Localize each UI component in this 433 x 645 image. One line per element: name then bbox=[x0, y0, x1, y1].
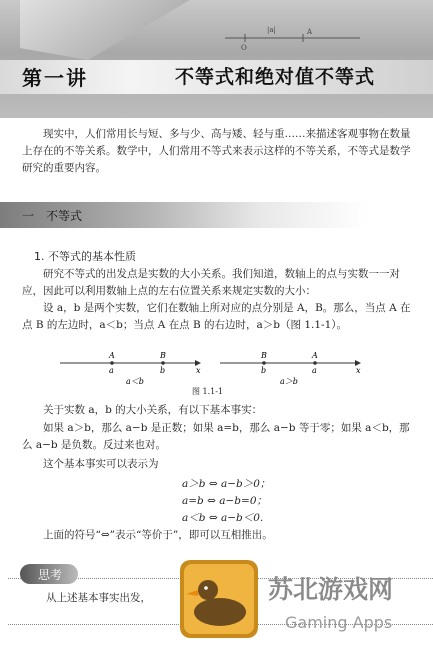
think-label: 思考 bbox=[38, 568, 63, 582]
fig-right-relation: a＞b bbox=[280, 377, 298, 386]
chapter-banner bbox=[0, 0, 433, 118]
figure-caption: 图 1.1-1 bbox=[192, 387, 224, 396]
banner-decoration bbox=[20, 0, 190, 60]
fig-right-point-2: A bbox=[312, 351, 318, 360]
fig-left-value-1: a bbox=[109, 366, 114, 375]
numline-label-o: O bbox=[241, 44, 247, 52]
paragraph-3: 关于实数 a，b 的大小关系，有以下基本事实： bbox=[43, 404, 263, 416]
section-header bbox=[0, 202, 433, 228]
banner-number-line bbox=[225, 22, 365, 52]
chapter-label: 第一讲 bbox=[22, 66, 88, 90]
formula-2: a=b ⇔ a−b=0； bbox=[182, 495, 268, 507]
fig-right-value-1: b bbox=[261, 366, 267, 375]
think-badge bbox=[20, 564, 78, 584]
formula-1: a＞b ⇔ a−b＞0； bbox=[182, 478, 271, 490]
duck-logo-icon bbox=[180, 560, 258, 638]
watermark-en: Gaming Apps bbox=[285, 613, 393, 632]
think-question: 从上述基本事实出发， bbox=[46, 592, 151, 604]
numline-label-abs: |a| bbox=[267, 26, 276, 34]
fig-right-value-2: a bbox=[312, 366, 317, 375]
watermark-cn: 苏北游戏网 bbox=[268, 575, 394, 604]
fig-right-axis: x bbox=[356, 366, 361, 375]
fig-left-value-2: b bbox=[160, 366, 166, 375]
fig-left-point-2: B bbox=[160, 351, 166, 360]
paragraph-6: 上面的符号“⇔”表示“等价于”，即可以互相推出。 bbox=[43, 529, 273, 541]
paragraph-1: 研究不等式的出发点是实数的大小关系。我们知道，数轴上的点与实数一一对应，因此可以利用数轴上点的左右位置关系来规定实数的大小： bbox=[22, 268, 400, 297]
intro-paragraph: 现实中，人们常用长与短、多与少、高与矮、轻与重……来描述客观事物在数量上存在的不等关系。数学中，人们常用不等式来表示这样的不等关系，不等式是数学研究的重要内容。 bbox=[22, 128, 411, 174]
subsection-title: 1. 不等式的基本性质 bbox=[34, 250, 136, 263]
fig-left-relation: a＜b bbox=[126, 377, 144, 386]
paragraph-5: 这个基本事实可以表示为 bbox=[43, 458, 159, 470]
numline-label-a: A bbox=[307, 28, 313, 36]
paragraph-2: 设 a，b 是两个实数，它们在数轴上所对应的点分别是 A，B。那么，当点 A 在点 B 的左边时，a＜b；当点 A 在点 B 的右边时，a＞b（图 1.1-1）。 bbox=[22, 302, 411, 331]
fig-right-point-1: B bbox=[261, 351, 267, 360]
watermark bbox=[180, 560, 433, 645]
figure-number-lines bbox=[60, 345, 370, 387]
paragraph-4: 如果 a＞b，那么 a−b 是正数；如果 a=b，那么 a−b 等于零；如果 a＜b，那么 a−b 是负数。反过来也对。 bbox=[22, 422, 410, 451]
fig-left-axis: x bbox=[196, 366, 201, 375]
chapter-title: 不等式和绝对值不等式 bbox=[175, 66, 376, 88]
fig-left-point-1: A bbox=[109, 351, 115, 360]
formula-3: a＜b ⇔ a−b＜0. bbox=[182, 512, 264, 524]
section-title: 一 不等式 bbox=[22, 209, 83, 223]
